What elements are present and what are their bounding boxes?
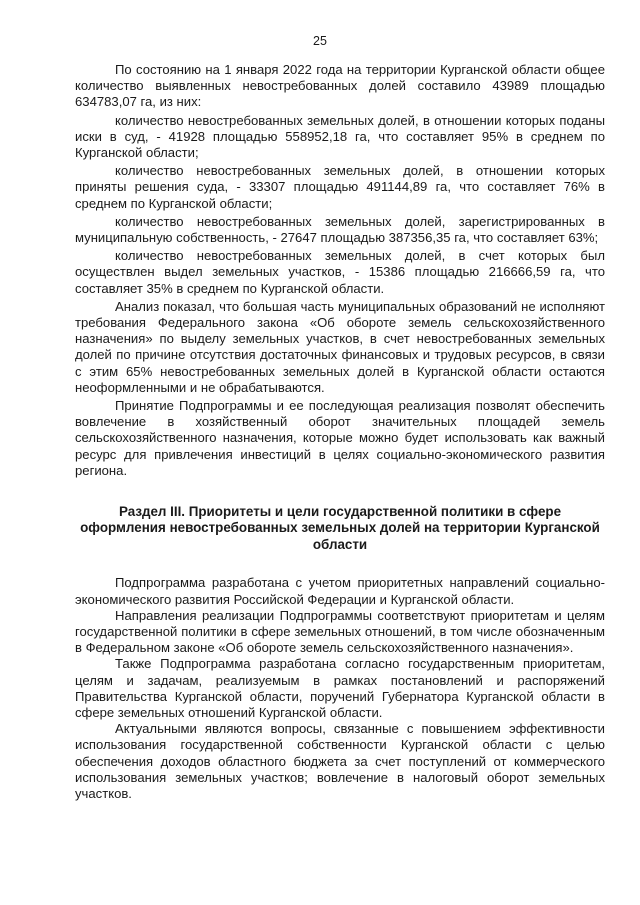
section-body	[75, 575, 605, 802]
section-title: Раздел III. Приоритеты и цели государственной политики в сфере оформления невостребованных земельных долей на территории Курганской области	[80, 504, 600, 552]
paragraph-item: количество невостребованных земельных долей, в отношении которых приняты решения суда, - 33307 площадью 491144,89 га, что составляет 76% в среднем по Курганской области;	[75, 163, 605, 211]
page-number: 25	[313, 34, 327, 48]
document-body	[75, 62, 605, 802]
section-paragraph: Подпрограмма разработана с учетом приоритетных направлений социально-экономического развития Российской Федерации и Курганской области.	[75, 575, 605, 607]
paragraph-item: количество невостребованных земельных долей, в счет которых был осуществлен выдел земельных участков, - 15386 площадью 216666,59 га, что составляет 35% в среднем по Курганской области.	[75, 248, 605, 296]
paragraph-adoption: Принятие Подпрограммы и ее последующая реализация позволят обеспечить вовлечение в хозяйственный оборот значительных площадей земель сельскохозяйственного назначения, которые можно будет использовать как важный ресурс для привлечения инвестиций в целях социально-экономического развития региона.	[75, 398, 605, 478]
paragraph-item: количество невостребованных земельных долей, в отношении которых поданы иски в суд, - 41928 площадью 558952,18 га, что составляет 95% в среднем по Курганской области;	[75, 112, 605, 161]
section-paragraph: Направления реализации Подпрограммы соответствуют приоритетам и целям государственной политики в сфере земельных отношений, в том числе обозначенным в Федеральном законе «Об обороте земель сельскохозяйственного назначения».	[75, 607, 605, 656]
section-paragraph: Актуальными являются вопросы, связанные с повышением эффективности использования государственной собственности Курганской области с целью обеспечения доходов областного бюджета за счет поступлений от коммерческого использования земельных участков; вовлечение в налоговый оборот земельных участков.	[75, 721, 605, 801]
paragraph-intro: По состоянию на 1 января 2022 года на территории Курганской области общее количество выявленных невостребованных долей составило 43989 площадью 634783,07 га, из них:	[75, 62, 605, 110]
section-paragraph: Также Подпрограмма разработана согласно государственным приоритетам, целям и задачам, реализуемым в рамках постановлений и распоряжений Правительства Курганской области, поручений Губернатора Курганской области в сфере земельных отношений Курганской области.	[75, 656, 605, 720]
paragraph-item: количество невостребованных земельных долей, зарегистрированных в муниципальную собственность, - 27647 площадью 387356,35 га, что составляет 63%;	[75, 213, 605, 246]
paragraph-analysis: Анализ показал, что большая часть муниципальных образований не исполняют требования Федерального закона «Об обороте земель сельскохозяйственного назначения» по выделу земельных участков, в счет невостребованных земельных долей по причине отсутствия достаточных финансовых и трудовых ресурсов, в связи с этим 65% невостребованных земельных долей в Курганской области остаются неоформленными и не обрабатываются.	[75, 298, 605, 395]
